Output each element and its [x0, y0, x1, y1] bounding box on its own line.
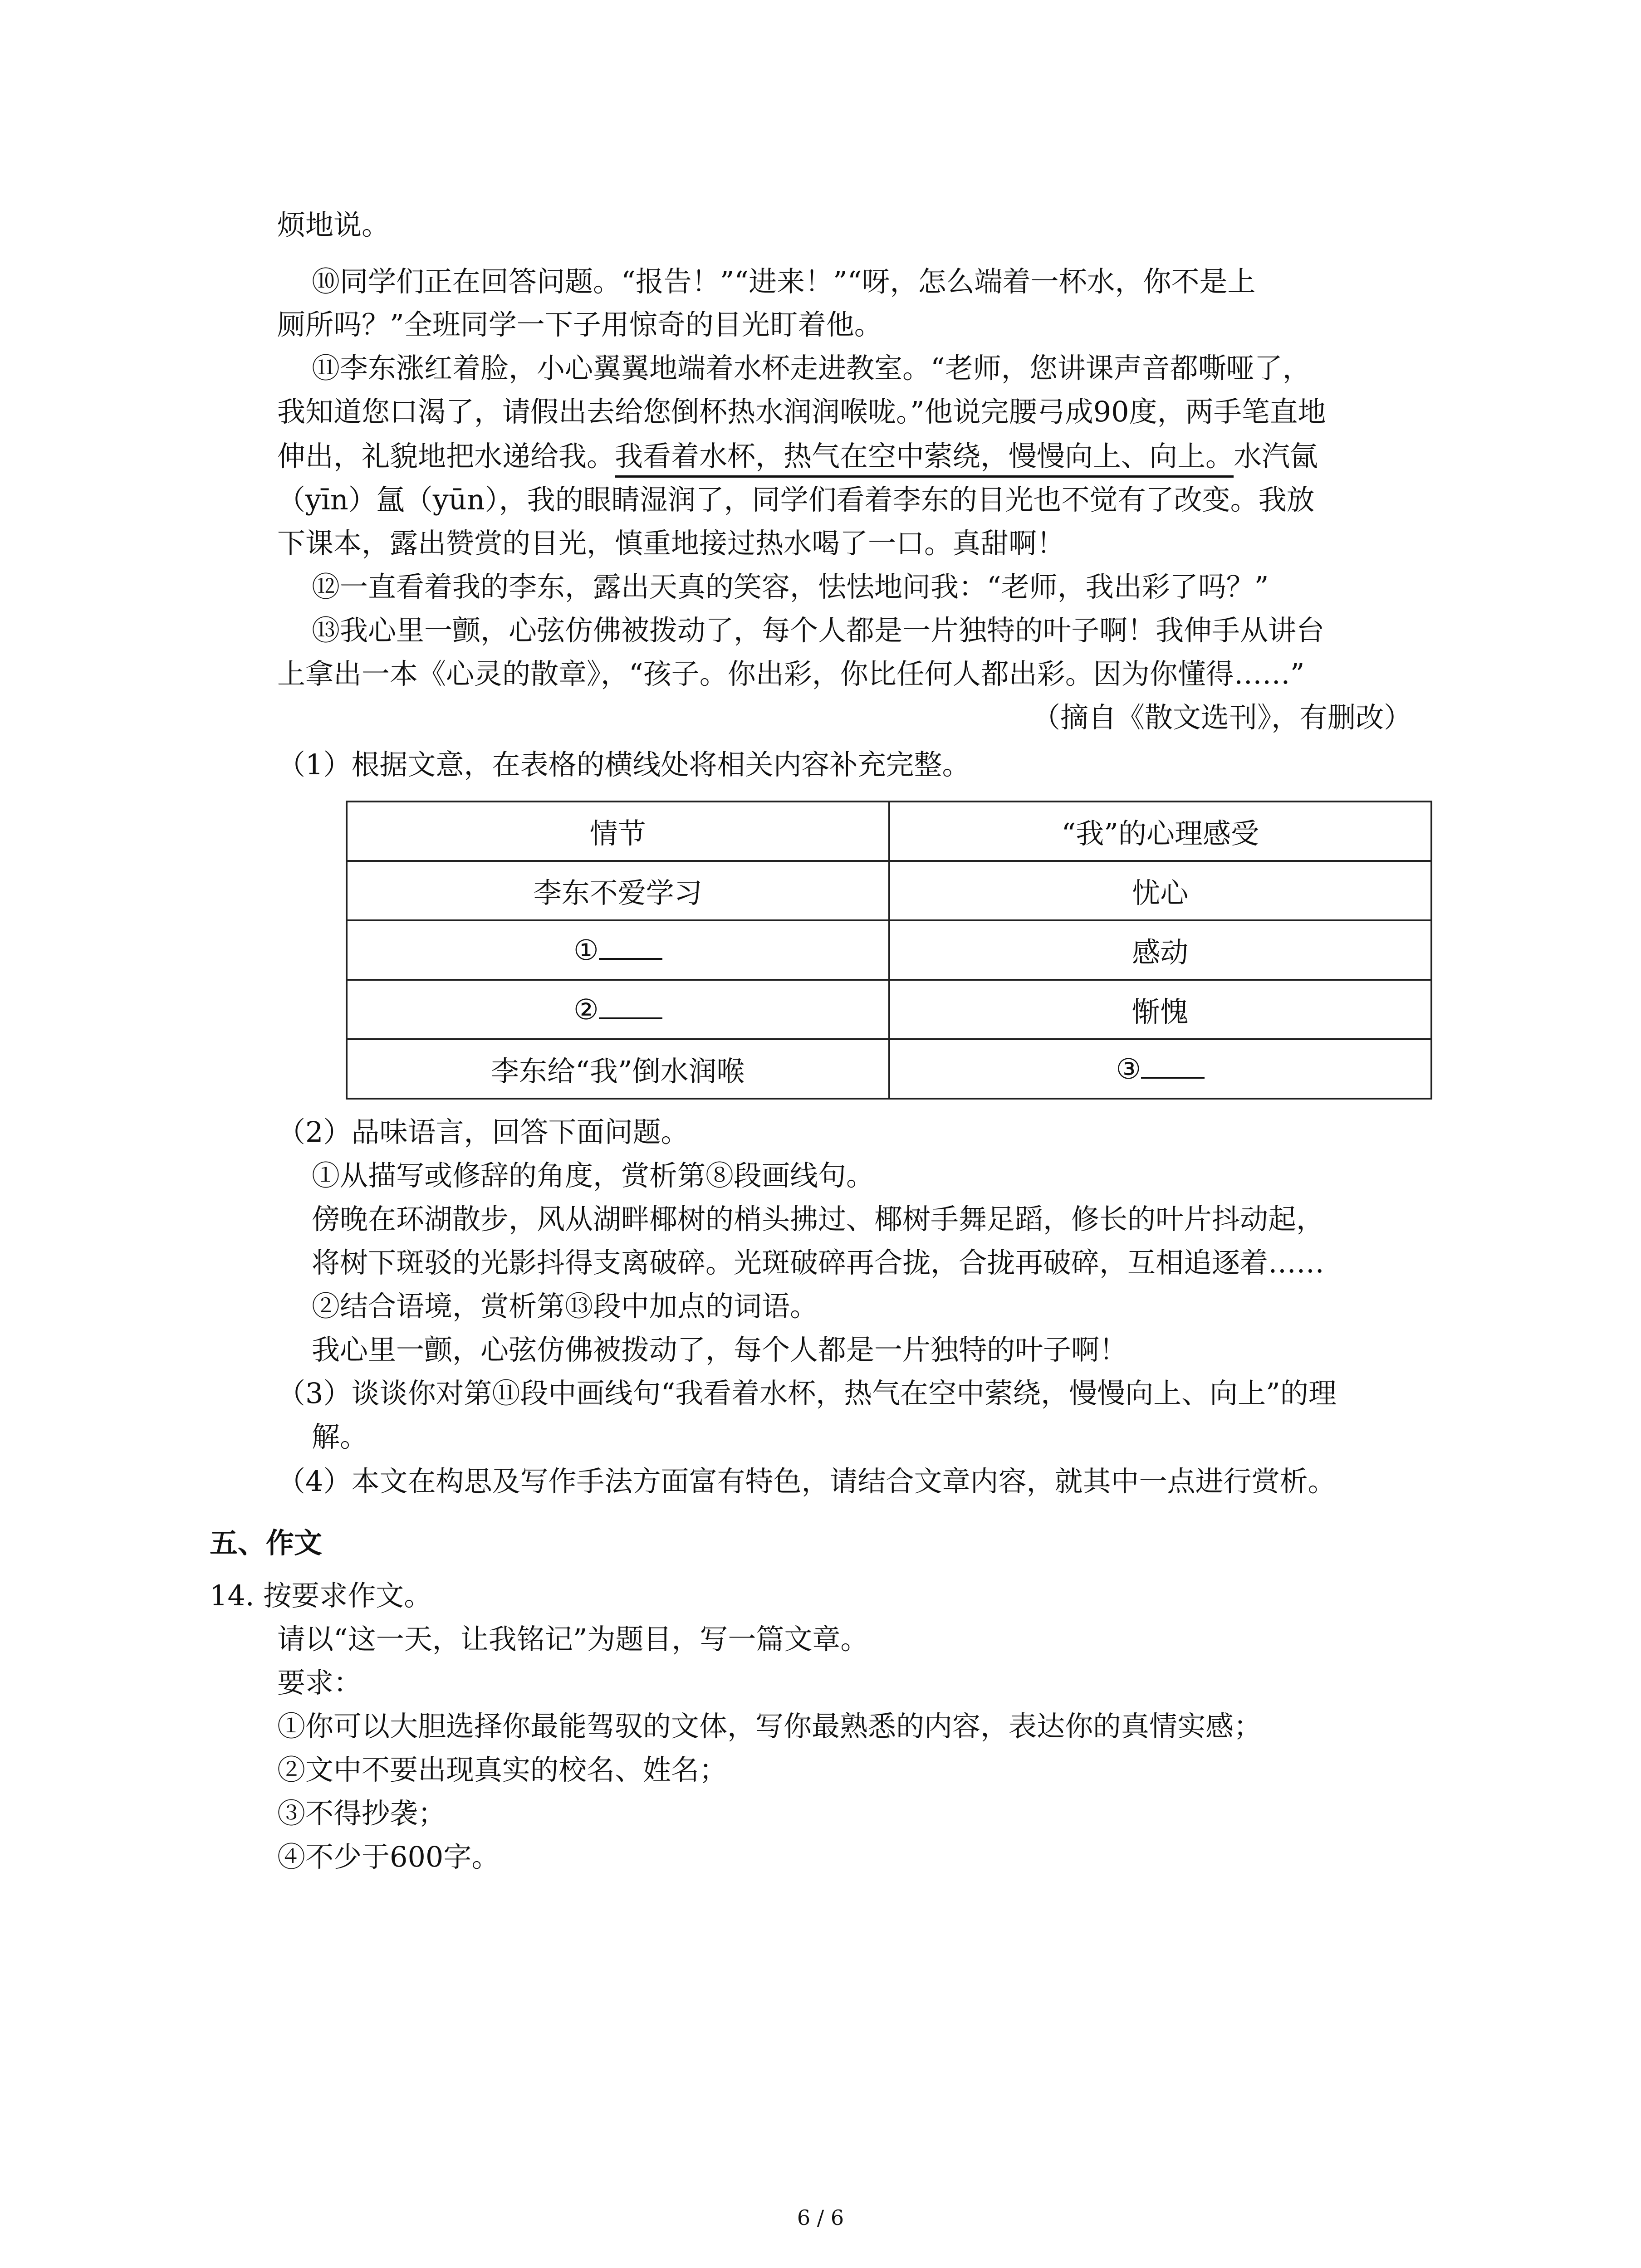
underlined-sentence: 我看着水杯，热气在空中萦绕，慢慢向上、向上。 — [615, 440, 1234, 478]
table-header: “我”的心理感受 — [889, 802, 1432, 861]
table-cell: 李东给“我”倒水润喉 — [347, 1039, 889, 1099]
question-1: （1）根据文意，在表格的横线处将相关内容补充完整。 — [277, 748, 970, 781]
table-header: 情节 — [347, 802, 889, 861]
passage-line: 厕所吗？”全班同学一下子用惊奇的目光盯着他。 — [277, 308, 882, 341]
passage-line: 我知道您口渴了，请假出去给您倒杯热水润润喉咙。”他说完腰弓成90度，两手笔直地 — [277, 395, 1326, 428]
table-row — [347, 1039, 1431, 1099]
quoted-text: 我心里一颤，心弦仿佛被拨动了，每个人都是一片独特的叶子啊！ — [312, 1333, 1128, 1366]
question-14: 14. 按要求作文。 — [210, 1579, 432, 1612]
paragraph-13: ⑬我心里一颤，心弦仿佛被拨动了，每个人都是一片独特的叶子啊！我伸手从讲台 — [312, 614, 1325, 647]
answer-table — [346, 801, 1432, 1100]
table-cell — [347, 980, 889, 1039]
question-4: （4）本文在构思及写作手法方面富有特色，请结合文章内容，就其中一点进行赏析。 — [277, 1465, 1336, 1498]
requirement-4: ④不少于600字。 — [277, 1840, 500, 1873]
requirement-3: ③不得抄袭； — [277, 1797, 446, 1830]
question-3: （3）谈谈你对第⑪段中画线句“我看着水杯，热气在空中萦绕，慢慢向上、向上”的理 — [277, 1377, 1337, 1410]
question-2-1: ①从描写或修辞的角度，赏析第⑧段画线句。 — [312, 1159, 875, 1192]
table-row — [347, 861, 1431, 920]
table-cell: 忧心 — [889, 861, 1432, 920]
passage-line: 烦地说。 — [277, 208, 390, 241]
table-cell: 惭愧 — [889, 980, 1432, 1039]
blank-number: ② — [573, 993, 599, 1026]
passage-line: 下课本，露出赞赏的目光，慎重地接过热水喝了一口。真甜啊！ — [277, 527, 1065, 560]
source-note: （摘自《散文选刊》，有删改） — [1032, 701, 1412, 734]
paragraph-11: ⑪李东涨红着脸，小心翼翼地端着水杯走进教室。“老师，您讲课声音都嘶哑了， — [312, 352, 1311, 385]
answer-blank[interactable] — [1141, 1054, 1205, 1079]
paragraph-12: ⑫一直看着我的李东，露出天真的笑容，怯怯地问我：“老师，我出彩了吗？” — [312, 570, 1269, 603]
requirements-label: 要求： — [277, 1666, 362, 1699]
quoted-text: 将树下斑驳的光影抖得支离破碎。光斑破碎再合拢，合拢再破碎，互相追逐着…… — [312, 1246, 1325, 1279]
answer-blank[interactable] — [599, 995, 662, 1019]
passage-line: （yīn）氲（yūn），我的眼睛湿润了，同学们看着李东的目光也不觉有了改变。我放 — [277, 483, 1315, 516]
passage-line — [277, 440, 1318, 473]
question-3-cont: 解。 — [312, 1420, 368, 1453]
table-cell — [889, 1039, 1432, 1099]
section-title: 五、作文 — [210, 1526, 323, 1559]
question-2: （2）品味语言，回答下面问题。 — [277, 1115, 689, 1149]
page-number: 6 / 6 — [797, 2205, 844, 2230]
passage-text: 伸出，礼貌地把水递给我。 — [277, 440, 615, 473]
table-row — [347, 980, 1431, 1039]
table-cell — [347, 920, 889, 980]
paragraph-10: ⑩同学们正在回答问题。“报告！”“进来！”“呀，怎么端着一杯水，你不是上 — [312, 265, 1256, 298]
question-2-2: ②结合语境，赏析第⑬段中加点的词语。 — [312, 1290, 818, 1323]
quoted-text: 傍晚在环湖散步，风从湖畔椰树的梢头拂过、椰树手舞足蹈，修长的叶片抖动起， — [312, 1202, 1325, 1236]
requirement-1: ①你可以大胆选择你最能驾驭的文体，写你最熟悉的内容，表达你的真情实感； — [277, 1710, 1262, 1743]
table-header-row — [347, 802, 1431, 861]
blank-number: ① — [573, 934, 599, 967]
answer-blank[interactable] — [599, 935, 662, 960]
table-row — [347, 920, 1431, 980]
composition-prompt: 请以“这一天，让我铭记”为题目，写一篇文章。 — [277, 1623, 869, 1656]
passage-text: 水汽氤 — [1234, 440, 1318, 473]
table-cell: 李东不爱学习 — [347, 861, 889, 920]
blank-number: ③ — [1116, 1052, 1141, 1085]
table-cell: 感动 — [889, 920, 1432, 980]
passage-line: 上拿出一本《心灵的散章》，“孩子。你出彩，你比任何人都出彩。因为你懂得……” — [277, 657, 1305, 690]
requirement-2: ②文中不要出现真实的校名、姓名； — [277, 1753, 728, 1786]
